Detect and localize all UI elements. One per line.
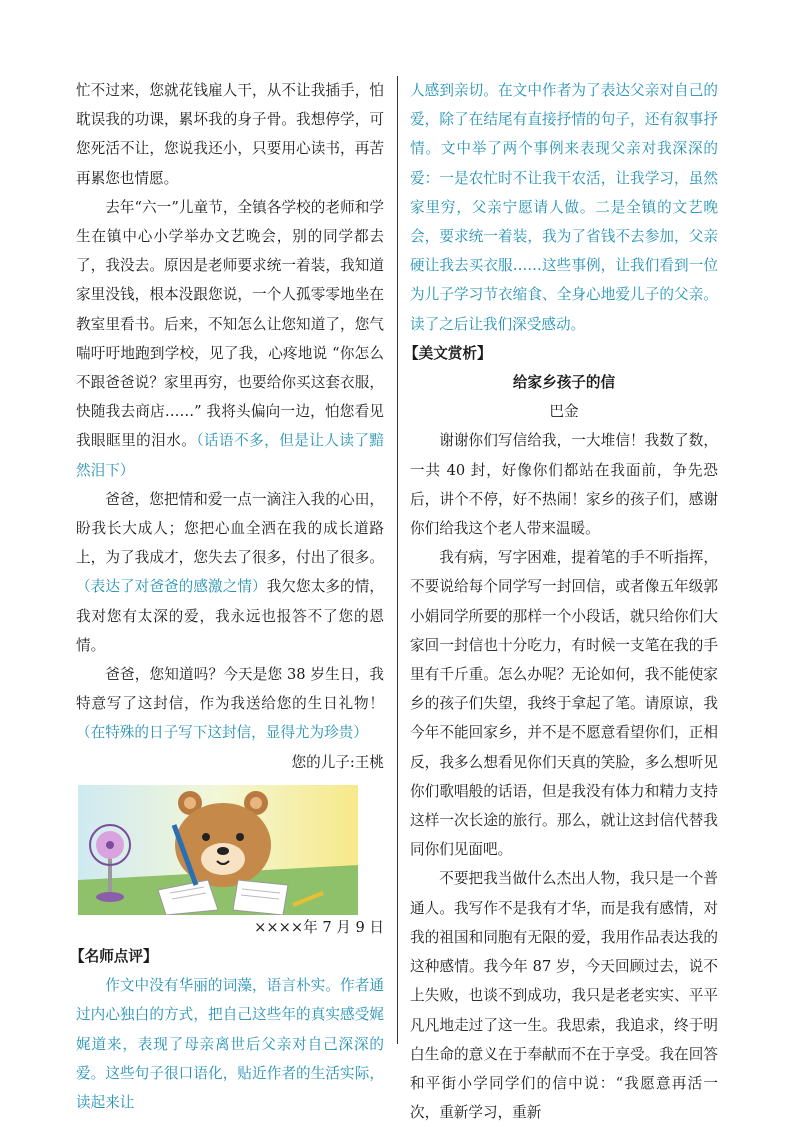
- paragraph-farm-work: 忙不过来，您就花钱雇人干，从不让我插手，怕耽误我的功课，累坏我的身子骨。我想停学，可您死活不让，您说我还小，只要用心读书，再苦再累您也情愿。: [76, 82, 384, 187]
- left-column: [70, 76, 384, 1117]
- review-text-continued: 人感到亲切。在文中作者为了表达父亲对自己的爱，除了在结尾有直接抒情的句子，还有叙事抒情。文中举了两个事例来表现父亲对我深深的爱：一是农忙时不让我干农活，让我学习，虽然家里穷，父亲宁愿请人做。二是全镇的文艺晚会，要求统一着装，我为了省钱不去参加，父亲硬让我去买衣服……这些事例，让我们看到一位为儿子学习节衣缩食、全身心地爱儿子的父亲。读了之后让我们深受感动。: [410, 82, 718, 333]
- annotation-tears: （话语不多，但是让人读了黯然泪下）: [76, 432, 384, 479]
- paragraph-gratitude: [76, 485, 384, 660]
- paragraph-ordinary-person: 不要把我当做什么杰出人物，我只是一个普通人。我写作不是我有才华，而是我有感情，对我的祖国和同胞有无限的爱，我用作品表达我的这种感情。我今年 87 岁，今天回顾过去，说不上失败，也谈不到成功，我只是老老实实、平平凡凡地走过了这一生。我思索，我追求，终于明白生命的意义在于奉献而不在于享受。我在回答和平街小学同学们的信中说：“我愿意再活一次，重新学习，重新: [410, 870, 718, 1122]
- paragraph-illness: 我有病，写字困难，提着笔的手不听指挥，不要说给每个同学写一封回信，或者像五年级郭小娟同学所要的那样一个小段话，就只给你们大家回一封信也十分吃力，有时候一支笔在我的手里有千斤重。怎么办呢？无论如何，我不能使家乡的孩子们失望，我终于拿起了笔。请原谅，我今年不能回家乡，并不是不愿意看望你们，正相反，我多么想看见你们天真的笑脸，多么想听见你们歌唱般的话语，但是我没有体力和精力支持这样一次长途的旅行。那么，就让这封信代替我同你们见面吧。: [410, 549, 718, 859]
- signature: 您的儿子:王桃: [291, 753, 384, 771]
- paragraph-thanks: 谢谢你们写信给我，一大堆信！我数了数，一共 40 封，好像你们都站在我面前，争先恐后，讲个不停，好不热闹！家乡的孩子们，感谢你们给我这个老人带来温暖。: [410, 432, 718, 538]
- birthday-text: 爸爸，您知道吗？今天是您 38 岁生日，我特意写了这封信，作为我送给您的生日礼物！: [76, 666, 384, 713]
- column-divider: [397, 76, 398, 1044]
- gratitude-text-b: 我欠您太多的情，我对您有太深的爱，我永远也报答不了您的恩情。: [76, 578, 384, 654]
- review-heading: 【名师点评】: [70, 948, 158, 966]
- paragraph-birthday: [76, 660, 384, 748]
- bear-writing-illustration: [78, 785, 358, 915]
- review-text: 作文中没有华丽的词藻，语言朴实。作者通过内心独白的方式，把自己这些年的真实感受娓娓道来，表现了母亲离世后父亲对自己深深的爱。这些句子很口语化，贴近作者的生活实际，读起来让: [76, 977, 384, 1112]
- gratitude-text-a: 爸爸，您把情和爱一点一滴注入我的心田，盼我长大成人；您把心血全洒在我的成长道路上，为了我成才，您失去了很多，付出了很多。: [76, 490, 384, 567]
- childrens-day-text: 去年“六一”儿童节，全镇各学校的老师和学生在镇中心小学举办文艺晚会，别的同学都去了，我没去。原因是老师要求统一着装，我知道家里没钱，根本没跟您说，一个人孤零零地坐在教室里看书。后来，不知怎么让您知道了，您气喘吁吁地跑到学校，见了我，心疼地说 “你怎么不跟爸爸说？家里再穷，也要给你买这套衣服，快随我去商店……” 我将头偏向一边，怕您看见我眼眶里的泪水。: [76, 198, 384, 450]
- appreciation-heading: 【美文赏析】: [404, 344, 492, 362]
- paragraph-childrens-day: [76, 193, 384, 485]
- annotation-birthday: （在特殊的日子写下这封信，显得尤为珍贵）: [76, 724, 368, 742]
- letter-date: ××××年 7 月 9 日: [254, 918, 384, 936]
- article-author: 巴金: [549, 403, 579, 421]
- article-title: 给家乡孩子的信: [512, 374, 616, 392]
- right-column: [404, 76, 718, 1127]
- annotation-gratitude: （表达了对爸爸的感激之情）: [76, 578, 267, 596]
